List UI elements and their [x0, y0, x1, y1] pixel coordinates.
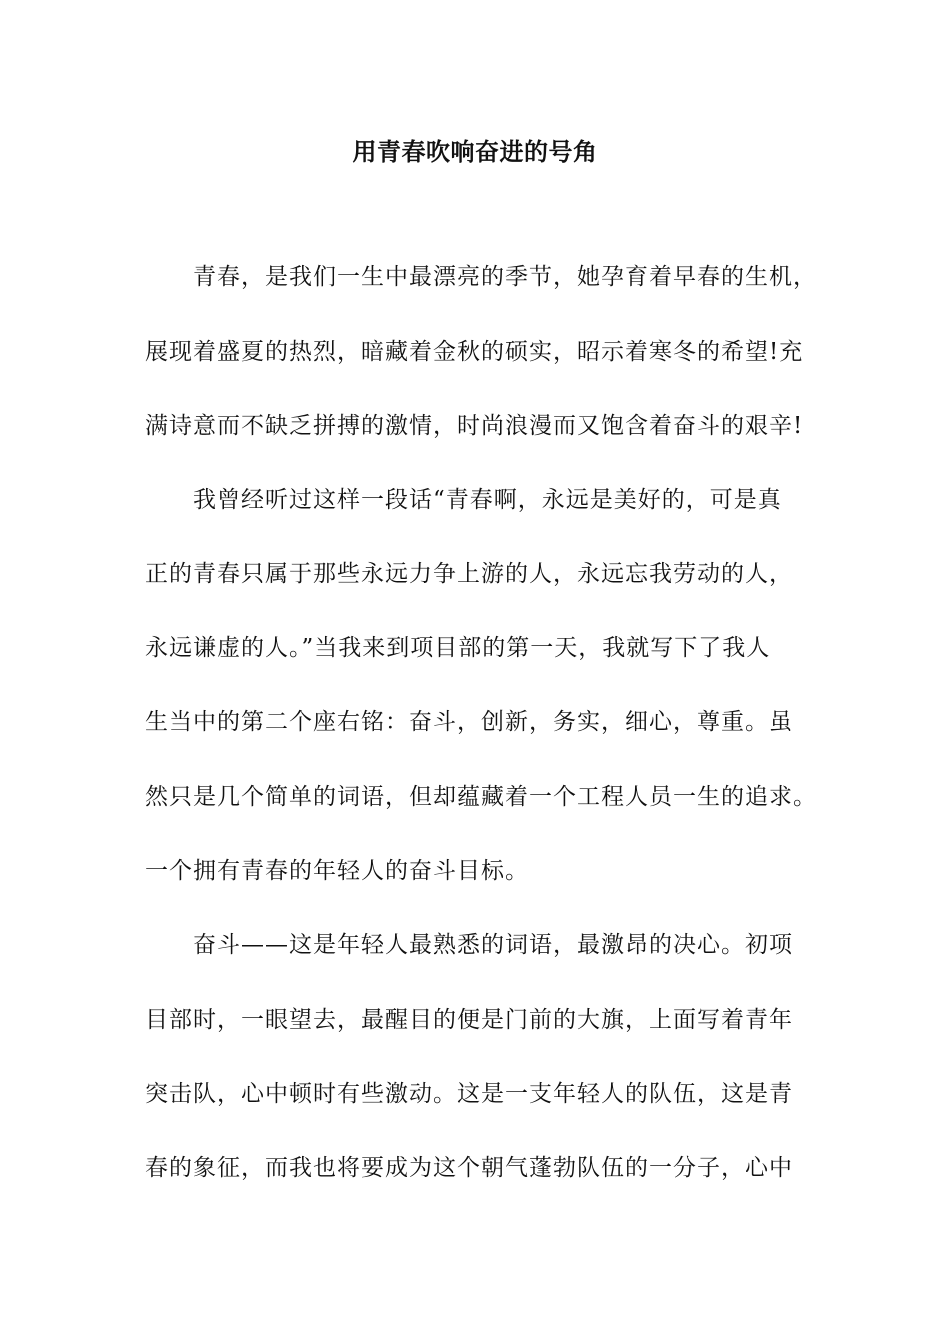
paragraph-line: 展现着盛夏的热烈，暗藏着金秋的硕实，昭示着寒冬的希望!充 — [145, 339, 804, 365]
paragraph-line: 然只是几个简单的词语，但却蕴藏着一个工程人员一生的追求。 — [145, 784, 817, 810]
paragraph-line: 春的象征，而我也将要成为这个朝气蓬勃队伍的一分子，心中 — [145, 1155, 793, 1181]
paragraph-line: 正的青春只属于那些永远力争上游的人，永远忘我劳动的人， — [145, 561, 793, 587]
document-title: 用青春吹响奋进的号角 — [352, 137, 598, 166]
paragraph-line: 奋斗——这是年轻人最熟悉的词语，最激昂的决心。初项 — [193, 932, 793, 958]
paragraph-line: 满诗意而不缺乏拼搏的激情，时尚浪漫而又饱含着奋斗的艰辛! — [145, 413, 804, 439]
paragraph-line: 一个拥有青春的年轻人的奋斗目标。 — [145, 858, 529, 884]
paragraph-line: 永远谦虚的人。”当我来到项目部的第一天，我就写下了我人 — [145, 635, 771, 661]
paragraph-line: 生当中的第二个座右铭：奋斗，创新，务实，细心，尊重。虽 — [145, 709, 793, 735]
paragraph-line: 目部时，一眼望去，最醒目的便是门前的大旗，上面写着青年 — [145, 1007, 793, 1033]
paragraph-line: 青春，是我们一生中最漂亮的季节，她孕育着早春的生机， — [193, 264, 817, 290]
paragraph-line: 突击队，心中顿时有些激动。这是一支年轻人的队伍，这是青 — [145, 1081, 793, 1107]
paragraph-line: 我曾经听过这样一段话“青春啊，永远是美好的，可是真 — [193, 487, 782, 513]
